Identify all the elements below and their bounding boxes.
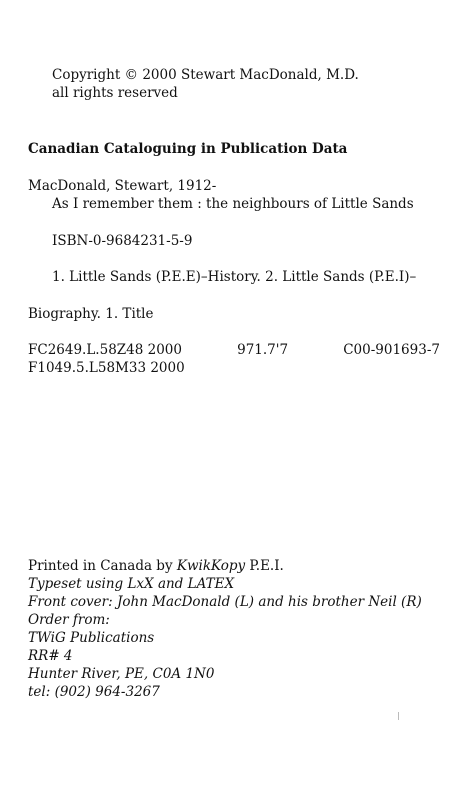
address-rr: RR# 4 (28, 648, 73, 664)
copyright-line: Copyright © 2000 Stewart MacDonald, M.D. (52, 67, 359, 83)
typeset-line: Typeset using LxX and LATEX (28, 576, 235, 592)
title-entry: As I remember them : the neighbours of Little Sands (52, 196, 414, 212)
order-from-label: Order from: (28, 612, 110, 628)
scan-speck (398, 712, 399, 720)
control-number: C00-901693-7 (343, 342, 440, 358)
front-cover-credit: Front cover: John MacDonald (L) and his brother Neil (R) (28, 594, 422, 610)
lc-classification: FC2649.L.58Z48 2000 (28, 342, 182, 358)
publisher-name: TWiG Publications (28, 630, 155, 646)
telephone: tel: (902) 964-3267 (28, 684, 160, 700)
subjects-line: 1. Little Sands (P.E.E)–History. 2. Little Sands (P.E.I)– (52, 269, 417, 285)
printed-prefix: Printed in Canada by (28, 558, 177, 574)
printer-name: KwikKopy (176, 558, 246, 574)
lc-classification-2: F1049.5.L58M33 2000 (28, 360, 185, 376)
classification-row (28, 341, 440, 359)
isbn: ISBN-0-9684231-5-9 (52, 233, 193, 249)
subjects-continued: Biography. 1. Title (28, 306, 154, 322)
dewey-classification: 971.7'7 (237, 342, 289, 358)
cip-heading: Canadian Cataloguing in Publication Data (28, 141, 348, 157)
address-town: Hunter River, PE, C0A 1N0 (28, 666, 215, 682)
author-entry: MacDonald, Stewart, 1912- (28, 178, 217, 194)
printed-line (28, 557, 284, 575)
rights-line: all rights reserved (52, 85, 178, 101)
printed-suffix: P.E.I. (245, 558, 284, 574)
